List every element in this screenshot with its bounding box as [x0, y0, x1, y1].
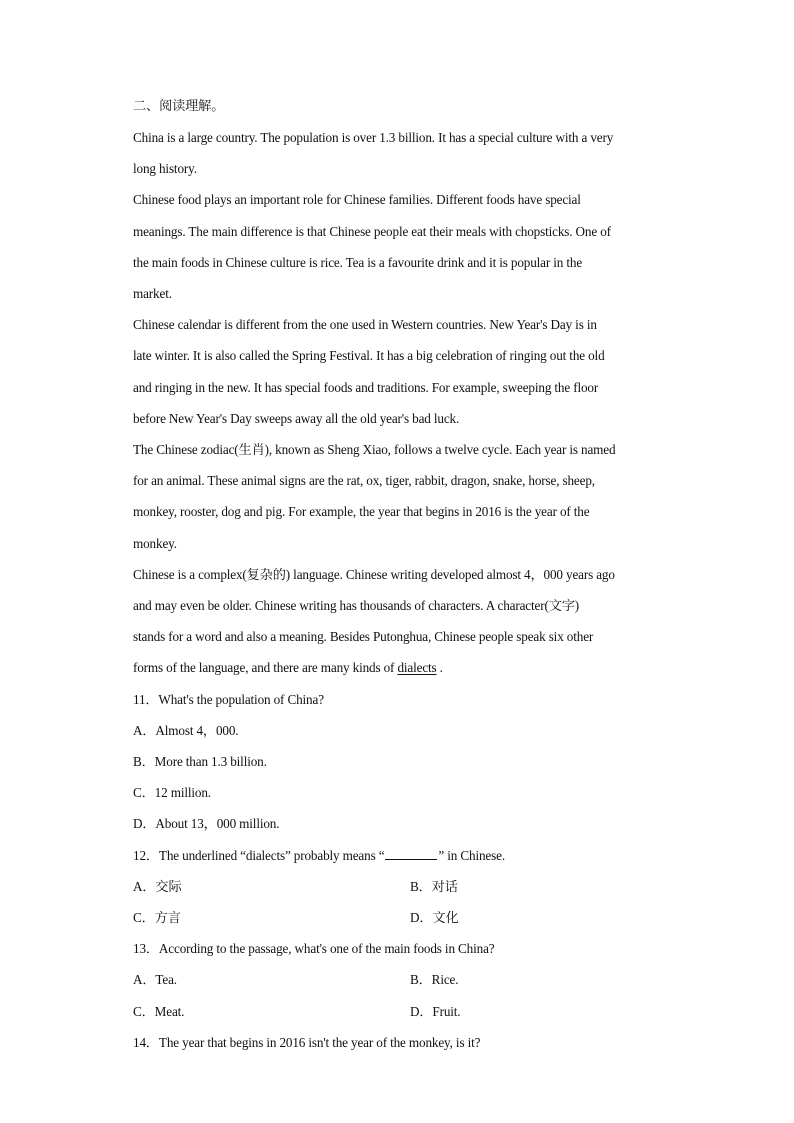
passage-p5-line-2: and may even be older. Chinese writing has thousands of characters. A character(文字) [133, 598, 580, 613]
passage-p3-line-4: before New Year's Day sweeps away all the old year's bad luck. [133, 411, 460, 426]
question-11-option-c: C．12 million. [133, 785, 211, 800]
question-11-stem: 11．What's the population of China? [133, 692, 324, 707]
passage-p5-line-4-suffix: . [436, 660, 443, 675]
question-12-stem-prefix: 12．The underlined “dialects” probably means “ [133, 848, 385, 863]
question-11-option-b: B．More than 1.3 billion. [133, 754, 267, 769]
underlined-word-dialects: dialects [397, 660, 437, 675]
passage-p2-line-2: meanings. The main difference is that Chinese people eat their meals with chopsticks. One of [133, 224, 611, 239]
answer-blank [385, 847, 437, 860]
passage-p2-line-3: the main foods in Chinese culture is rice. Tea is a favourite drink and it is popular in the [133, 255, 583, 270]
question-12-option-d: D．文化 [410, 910, 459, 925]
question-12-stem-suffix: ” in Chinese. [438, 848, 505, 863]
passage-p3-line-1: Chinese calendar is different from the one used in Western countries. New Year's Day is in [133, 317, 597, 332]
question-12-option-c: C．方言 [133, 910, 181, 925]
question-12-option-b: B．对话 [410, 879, 458, 894]
question-11-option-d: D．About 13，000 million. [133, 816, 280, 831]
section-heading: 二、阅读理解。 [133, 98, 225, 113]
question-13-option-b: B．Rice. [410, 972, 459, 987]
passage-p2-line-4: market. [133, 286, 172, 301]
question-12-stem [133, 846, 673, 866]
passage-p5-line-3: stands for a word and also a meaning. Besides Putonghua, Chinese people speak six other [133, 629, 594, 644]
passage-p5-line-4 [133, 658, 673, 678]
passage-p1-line-1: China is a large country. The population is over 1.3 billion. It has a special culture with a very [133, 130, 614, 145]
question-14-stem: 14．The year that begins in 2016 isn't the year of the monkey, is it? [133, 1035, 481, 1050]
question-13-option-d: D．Fruit. [410, 1004, 461, 1019]
question-13-option-c: C．Meat. [133, 1004, 185, 1019]
question-11-option-a: A．Almost 4，000. [133, 723, 239, 738]
passage-p4-line-2: for an animal. These animal signs are the rat, ox, tiger, rabbit, dragon, snake, horse, sheep, [133, 473, 595, 488]
passage-p1-line-2: long history. [133, 161, 197, 176]
passage-p3-line-3: and ringing in the new. It has special foods and traditions. For example, sweeping the floor [133, 380, 599, 395]
passage-p2-line-1: Chinese food plays an important role for Chinese families. Different foods have special [133, 192, 581, 207]
passage-p5-line-1: Chinese is a complex(复杂的) language. Chinese writing developed almost 4，000 years ago [133, 567, 615, 582]
passage-p4-line-3: monkey, rooster, dog and pig. For example, the year that begins in 2016 is the year of the [133, 504, 590, 519]
question-12-option-a: A．交际 [133, 879, 182, 894]
question-13-option-a: A．Tea. [133, 972, 177, 987]
passage-p4-line-4: monkey. [133, 536, 177, 551]
passage-p3-line-2: late winter. It is also called the Spring Festival. It has a big celebration of ringing out the old [133, 348, 605, 363]
passage-p4-line-1: The Chinese zodiac(生肖), known as Sheng Xiao, follows a twelve cycle. Each year is named [133, 442, 616, 457]
question-13-stem: 13．According to the passage, what's one of the main foods in China? [133, 941, 495, 956]
passage-p5-line-4-prefix: forms of the language, and there are many kinds of [133, 660, 398, 675]
